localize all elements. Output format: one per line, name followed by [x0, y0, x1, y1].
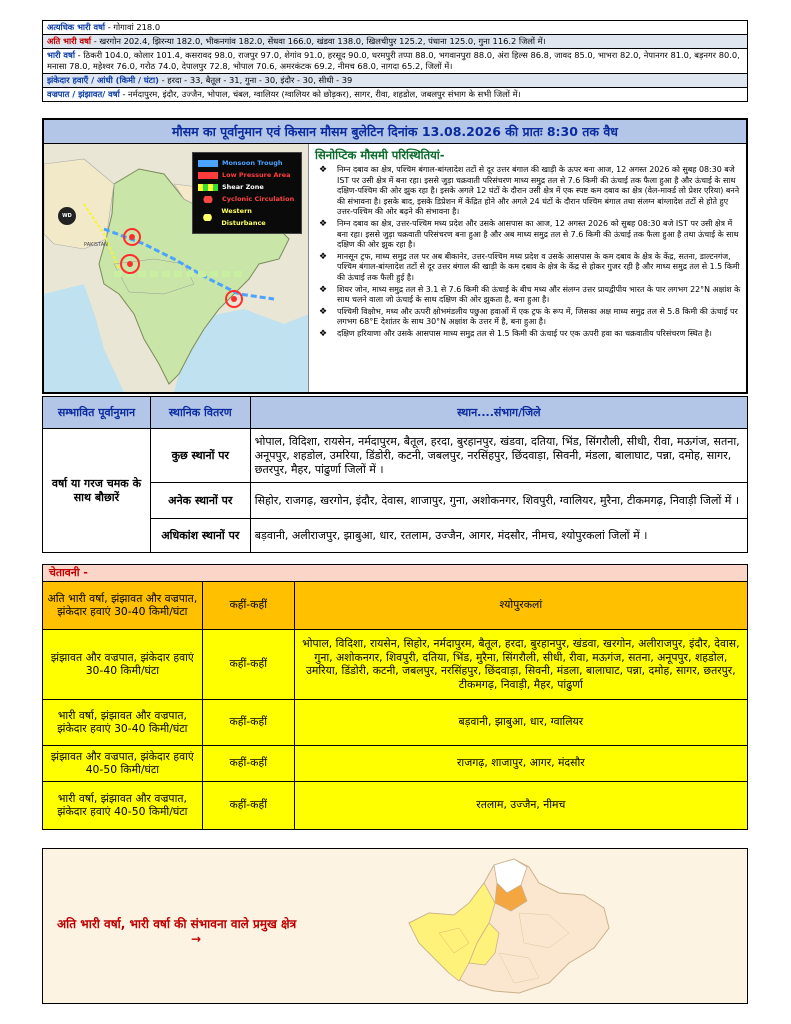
legend-label: Cyclonic Circulation	[222, 195, 295, 203]
warning-row	[43, 581, 748, 629]
table-row	[43, 429, 748, 483]
table-header-row	[43, 397, 748, 429]
wd-marker: WD	[58, 207, 76, 225]
legend-monsoon-trough	[198, 157, 296, 169]
warning-type: झंझावत और वज्रपात, झंकेदार हवाएं 30-40 किमी/घंटा	[43, 629, 203, 699]
warning-type: झंझावत और वज्रपात, झंकेदार हवाएं 40-50 किमी/घंटा	[43, 745, 203, 781]
observed-label: अत्यधिक भारी वर्षा	[47, 22, 106, 32]
legend-label: Shear Zone	[222, 183, 264, 191]
warning-places: रतलाम, उज्जैन, नीमच	[294, 781, 747, 829]
region-map-label: अति भारी वर्षा, भारी वर्षा की संभावना वाले प्रमुख क्षेत्र	[57, 917, 297, 931]
observed-text: - ठिकरी 104.0, कोलार 101.4, कसरावद 98.0, राजपुर 97.0, शेगांव 91.0, हरसूद 90.0, धरमपुरी तप्पा 88.0, भगवानपुरा 88.0, अंरा हिल्स 86.8, जावद 85.0, भाभरा 82.0, नेपानगर 81.0, बड़नगर 80.0, मनासा 78.0, महेश्वर 76.0, गरोठ 74.0, देपालपुर 72.8, भोपाल 70.6, अमरकंटक 69.2, नीमच 68.0, नागदा 65.2, जिलों में।	[47, 50, 740, 71]
distribution-extent: अधिकांश स्थानों पर	[150, 519, 250, 553]
forecast-type: वर्षा या गरज चमक के साथ बौछारें	[43, 429, 151, 553]
observed-label: झंकेदार हवाएँ / आंधी (किमी / घंटा)	[47, 75, 159, 85]
warning-row	[43, 745, 748, 781]
observed-rainfall-box	[42, 20, 748, 102]
legend-shear-zone	[198, 181, 296, 193]
synoptic-item	[315, 252, 743, 284]
synoptic-text: निम्न दबाव का क्षेत्र, पश्चिम बंगाल-बांग्लादेश तटों से दूर उत्तर बंगाल की खाड़ी के ऊपर बना आज, 12 अगस्त 2026 को सुबह 08:30 बजे IST पर उसी क्षेत्र में बना रहा। इससे जुड़ा चक्रवाती परिसंचरण माध्य समुद्र तल से 7.6 किमी की ऊंचाई तक फैला हुआ है और ऊंचाई के साथ दक्षिण-पश्चिम की ओर झुक रहा है। इसके अगले 12 घंटों के दौरान उसी क्षेत्र में एक स्पष्ट कम दबाव का क्षेत्र (वेल-मार्क्ड लो प्रेशर एरिया) बनने की संभावना है। इसके बाद, इसके डिप्रेशन में केंद्रित होने और अगले 24 घंटों के दौरान पश्चिम बंगाल तथा संलग्न बांग्लादेश तटों से होते हुए उत्तर-पश्चिम की ओर बढ़ने की संभावना है।	[337, 165, 740, 217]
synoptic-title: सिनोप्टिक मौसमी परिस्थितियां-	[315, 148, 445, 162]
diamond-bullet-icon: ❖	[319, 284, 328, 295]
diamond-bullet-icon: ❖	[319, 306, 328, 317]
warning-title: चेतावनी -	[43, 565, 748, 582]
low-pressure-icon	[198, 172, 218, 179]
diamond-bullet-icon: ❖	[319, 165, 328, 175]
synoptic-item	[315, 307, 743, 328]
distribution-places: बड़वानी, अलीराजपुर, झाबुआ, धार, रतलाम, उज्जैन, आगर, मंदसौर, नीमच, श्योपुरकलां जिलों में ।	[250, 519, 747, 553]
observed-row-gusty-winds	[43, 74, 747, 88]
warning-extent: कहीं-कहीं	[202, 745, 294, 781]
cyclonic-circulation-icon	[198, 196, 218, 203]
legend-low-pressure	[198, 169, 296, 181]
observed-text: - गोगावां 218.0	[107, 22, 161, 32]
synoptic-text: मानसून ट्रफ, माध्य समुद्र तल पर अब बीकानेर, उत्तर-पश्चिम मध्य प्रदेश व उसके आसपास के कम दबाव के क्षेत्र के केंद्र, सतना, डाल्टनगंज, पश्चिम बंगाल-बांग्लादेश तटों से दूर उत्तर बंगाल की खाड़ी के कम दबाव के क्षेत्र के केंद्र से होकर गुजर रही है और माध्य समुद्र तल से 1.5 किमी की ऊंचाई तक फैली हुई है।	[337, 251, 740, 282]
synoptic-text: निम्न दबाव का क्षेत्र, उत्तर-पश्चिम मध्य प्रदेश और उसके आसपास का आज, 12 अगस्त 2026 को सुबह 08:30 बजे IST पर उसी क्षेत्र में बना रहा। इससे जुड़ा चक्रवाती परिसंचरण बना हुआ है और अब माध्य समुद्र तल से 7.6 किमी की ऊंचाई तक फैला हुआ है तथा ऊंचाई के साथ दक्षिण की ओर झुक रहा है।	[337, 218, 739, 250]
map-legend	[192, 152, 302, 234]
warning-extent: कहीं-कहीं	[202, 699, 294, 745]
pakistan-label: PAKISTAN	[84, 242, 108, 248]
warning-row	[43, 629, 748, 699]
distribution-places: भोपाल, विदिशा, रायसेन, नर्मदापुरम, बैतूल, हरदा, बुरहानपुर, खंडवा, दतिया, भिंड, सिंगरौली, सीधी, रीवा, मऊगंज, सतना, अनूपपुर, शहडोल, उमरिया, डिंडोरी, कटनी, जबलपुर, नरसिंहपुर, छिंदवाड़ा, सिवनी, मंडला, बालाघाट, पन्ना, दमोह, सागर, छतरपुर, मैहर, पांढुर्णा जिलों में ।	[250, 429, 747, 483]
observed-row-thunder	[43, 88, 747, 101]
monsoon-trough-icon	[198, 160, 218, 167]
synoptic-item	[315, 165, 743, 218]
synoptic-list	[315, 165, 743, 340]
observed-label: भारी वर्षा	[47, 50, 75, 60]
diamond-bullet-icon: ❖	[319, 328, 328, 339]
warning-extent: कहीं-कहीं	[202, 781, 294, 829]
observed-row-extreme	[43, 21, 747, 35]
synoptic-text: शियर जोन, माध्य समुद्र तल से 3.1 से 7.6 किमी की ऊंचाई के बीच मध्य और संलग्न उत्तर प्रायद्वीपीय भारत के पार लगभग 22°N अक्षांश के साथ चलने वाला जो ऊंचाई के साथ दक्षिण की ओर झुकता है, बना हुआ है।	[337, 284, 741, 305]
heavy-rain-region-box	[42, 848, 748, 1004]
observed-text: - खरगोन 202.4, झिरन्या 182.0, भीकनगांव 182.0, सेंधवा 166.0, खंडवा 138.0, खिलचीपुर 125.2, पंधाना 125.0, गुना 116.2 जिलों में।	[93, 36, 546, 46]
warning-places: भोपाल, विदिशा, रायसेन, सिहोर, नर्मदापुरम, बैतूल, हरदा, बुरहानपुर, खंडवा, खरगोन, अलीराजपुर, इंदौर, देवास, गुना, अशोकनगर, शिवपुरी, दतिया, भिंड, मुरैना, सिंगरौली, सीधी, रीवा, मऊगंज, सतना, अनूपपुर, शहडोल, उमरिया, डिंडोरी, कटनी, जबलपुर, नरसिंहपुर, छिंदवाड़ा, सिवनी, मंडला, बालाघाट, पन्ना, दमोह, सागर, छतरपुर, टीकमगढ़, निवाड़ी, मैहर, पांढुर्णा	[294, 629, 747, 699]
warning-row	[43, 781, 748, 829]
observed-text: - हरदा - 33, बैतूल - 31, गुना - 30, इंदौर - 30, सीधी - 39	[161, 75, 353, 85]
forecast-bulletin	[42, 118, 748, 394]
legend-cyclonic-circulation	[198, 193, 296, 205]
bulletin-title: मौसम का पूर्वानुमान एवं किसान मौसम बुलेटिन दिनांक 13.08.2026 की प्रातः 8:30 तक वैध	[44, 120, 746, 144]
legend-western-disturbance	[198, 205, 296, 229]
legend-label: Monsoon Trough	[222, 159, 283, 167]
distribution-places: सिहोर, राजगढ़, खरगोन, इंदौर, देवास, शाजापुर, गुना, अशोकनगर, शिवपुरी, ग्वालियर, मुरैना, टीकमगढ़, निवाड़ी जिलों में ।	[250, 483, 747, 519]
warning-type: अति भारी वर्षा, झंझावत और वज्रपात, झंकेदार हवाएं 30-40 किमी/घंटा	[43, 581, 203, 629]
synoptic-item	[315, 285, 743, 306]
arrow-right-icon: →	[191, 932, 202, 946]
observed-row-very-heavy	[43, 35, 747, 49]
warning-places: बड़वानी, झाबुआ, धार, ग्वालियर	[294, 699, 747, 745]
warning-type: भारी वर्षा, झंझावत और वज्रपात, झंकेदार हवाएं 40-50 किमी/घंटा	[43, 781, 203, 829]
observed-text: - नर्मदापुरम, इंदौर, उज्जैन, भोपाल, चंबल, ग्वालियर (ग्वालियर को छोड़कर), सागर, रीवा, शहडोल, जबलपुर संभाग के सभी जिलों में।	[122, 89, 521, 99]
warning-header-row	[43, 565, 748, 582]
warning-row	[43, 699, 748, 745]
legend-label: Low Pressure Area	[222, 171, 291, 179]
observed-label: अति भारी वर्षा	[47, 36, 92, 46]
warning-extent: कहीं-कहीं	[202, 629, 294, 699]
diamond-bullet-icon: ❖	[319, 218, 328, 229]
observed-label: वज्रपात / झंझावत/ वर्षा	[47, 89, 120, 99]
forecast-distribution-table	[42, 396, 748, 553]
synoptic-section	[315, 148, 743, 341]
synoptic-text: पश्चिमी विक्षोभ, मध्य और ऊपरी क्षोभमंडलीय पछुआ हवाओं में एक ट्रफ के रूप में, जिसका अक्ष माध्य समुद्र तल से 5.8 किमी की ऊंचाई पर लगभग 68°E देशांतर के साथ 30°N अक्षांश के उत्तर में है, बना हुआ है।	[337, 306, 738, 327]
synoptic-map	[44, 144, 309, 392]
shear-zone-icon	[198, 184, 218, 191]
observed-row-heavy	[43, 49, 747, 74]
header-distribution: स्थानिक वितरण	[150, 397, 250, 429]
warning-type: भारी वर्षा, झंझावत और वज्रपात, झंकेदार हवाएं 30-40 किमी/घंटा	[43, 699, 203, 745]
warning-table	[42, 564, 748, 830]
warning-extent: कहीं-कहीं	[202, 581, 294, 629]
legend-label: Western Disturbance	[221, 207, 266, 227]
warning-places: राजगढ़, शाजापुर, आगर, मंदसौर	[294, 745, 747, 781]
diamond-bullet-icon: ❖	[319, 251, 328, 262]
header-places: स्थान....संभाग/जिले	[250, 397, 747, 429]
synoptic-text: दक्षिण हरियाणा और उसके आसपास माध्य समुद्र तल से 1.5 किमी की ऊंचाई पर एक ऊपरी हवा का चक्रवातीय परिसंचरण स्थित है।	[337, 328, 712, 338]
synoptic-item	[315, 219, 743, 251]
header-forecast: सम्भावित पूर्वानुमान	[43, 397, 151, 429]
warning-places: श्योपुरकलां	[294, 581, 747, 629]
distribution-extent: कुछ स्थानों पर	[150, 429, 250, 483]
synoptic-item	[315, 329, 743, 340]
western-disturbance-icon	[198, 214, 217, 221]
distribution-extent: अनेक स्थानों पर	[150, 483, 250, 519]
madhya-pradesh-map	[399, 853, 619, 1001]
